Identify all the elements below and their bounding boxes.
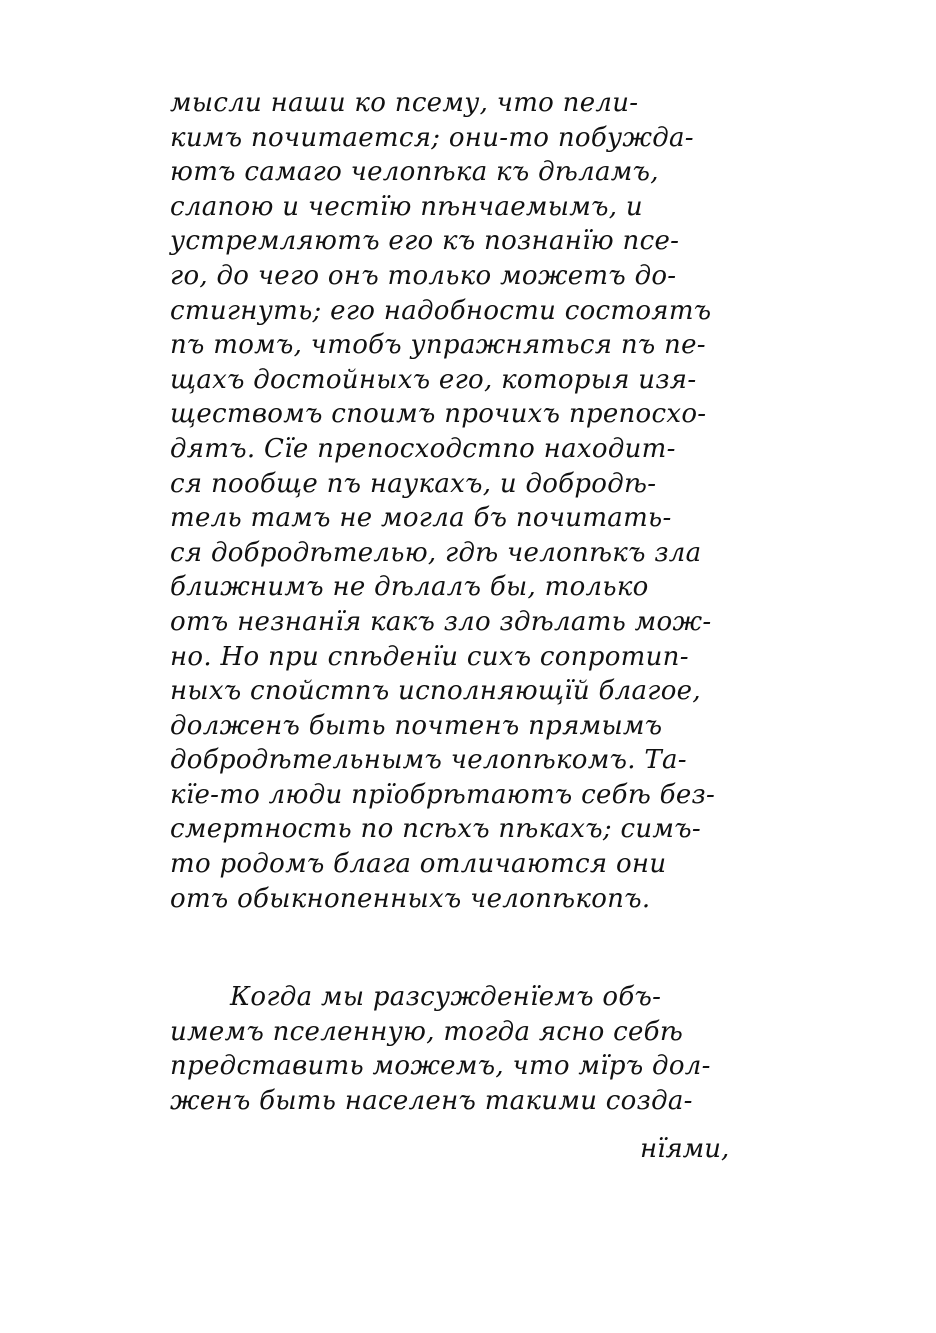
text-line: мысли наши ко псему, что пели-	[170, 88, 639, 118]
text-line: слапою и честїю пѣнчаемымъ, и	[170, 191, 643, 222]
text-line: ютъ самаго челопѣка къ дѣламъ,	[170, 157, 659, 188]
text-line: ныхъ спойстпъ исполняющїй благое,	[170, 676, 701, 707]
text-line: женъ быть населенъ такими созда-	[170, 1085, 693, 1116]
paragraph-1	[170, 86, 770, 916]
text-line: кїе-то люди прїобрѣтаютъ себѣ без-	[170, 779, 716, 810]
text-line: то родомъ блага отличаются они	[170, 849, 667, 880]
text-line: добродѣтельнымъ челопѣкомъ. Та-	[170, 745, 687, 776]
text-line: дятъ. Сїе препосходстпо находит-	[170, 433, 676, 464]
text-line: Когда мы разсужденїемъ объ-	[230, 982, 662, 1012]
text-line: го, до чего онъ только можетъ до-	[170, 260, 677, 291]
text-line: ся пообще пъ наукахъ, и добродѣ-	[170, 468, 657, 499]
text-line: представить можемъ, что мїръ дол-	[170, 1051, 711, 1082]
text-line: смертность по псѣхъ пѣкахъ; симъ-	[170, 814, 701, 845]
text-line: кимъ почитается; они-то побужда-	[170, 122, 694, 153]
text-line: тель тамъ не могла бъ почитать-	[170, 503, 672, 534]
text-line: ществомъ споимъ прочихъ препосхо-	[170, 399, 707, 430]
text-line: имемъ пселенную, тогда ясно себѣ	[170, 1016, 684, 1047]
text-line: ся добродѣтелью, гдѣ челопѣкъ зла	[170, 537, 702, 568]
text-line: щахъ достойныхъ его, которыя изя-	[170, 364, 697, 395]
paragraph-2	[170, 980, 770, 1118]
text-line: но. Но при спѣденїи сихъ сопротип-	[170, 641, 689, 672]
text-line: ближнимъ не дѣлалъ бы, только	[170, 572, 649, 603]
catchword: нїями,	[640, 1134, 730, 1164]
text-line: отъ незнанїя какъ зло здѣлать мож-	[170, 606, 712, 637]
text-line: долженъ быть почтенъ прямымъ	[170, 710, 663, 741]
text-line: отъ обыкнопенныхъ челопѣкопъ.	[170, 883, 651, 914]
text-line: устремляютъ его къ познанїю псе-	[170, 226, 680, 257]
text-line: пъ томъ, чтобъ упражняться пъ пе-	[170, 330, 706, 361]
text-line: стигнуть; его надобности состоятъ	[170, 295, 712, 326]
